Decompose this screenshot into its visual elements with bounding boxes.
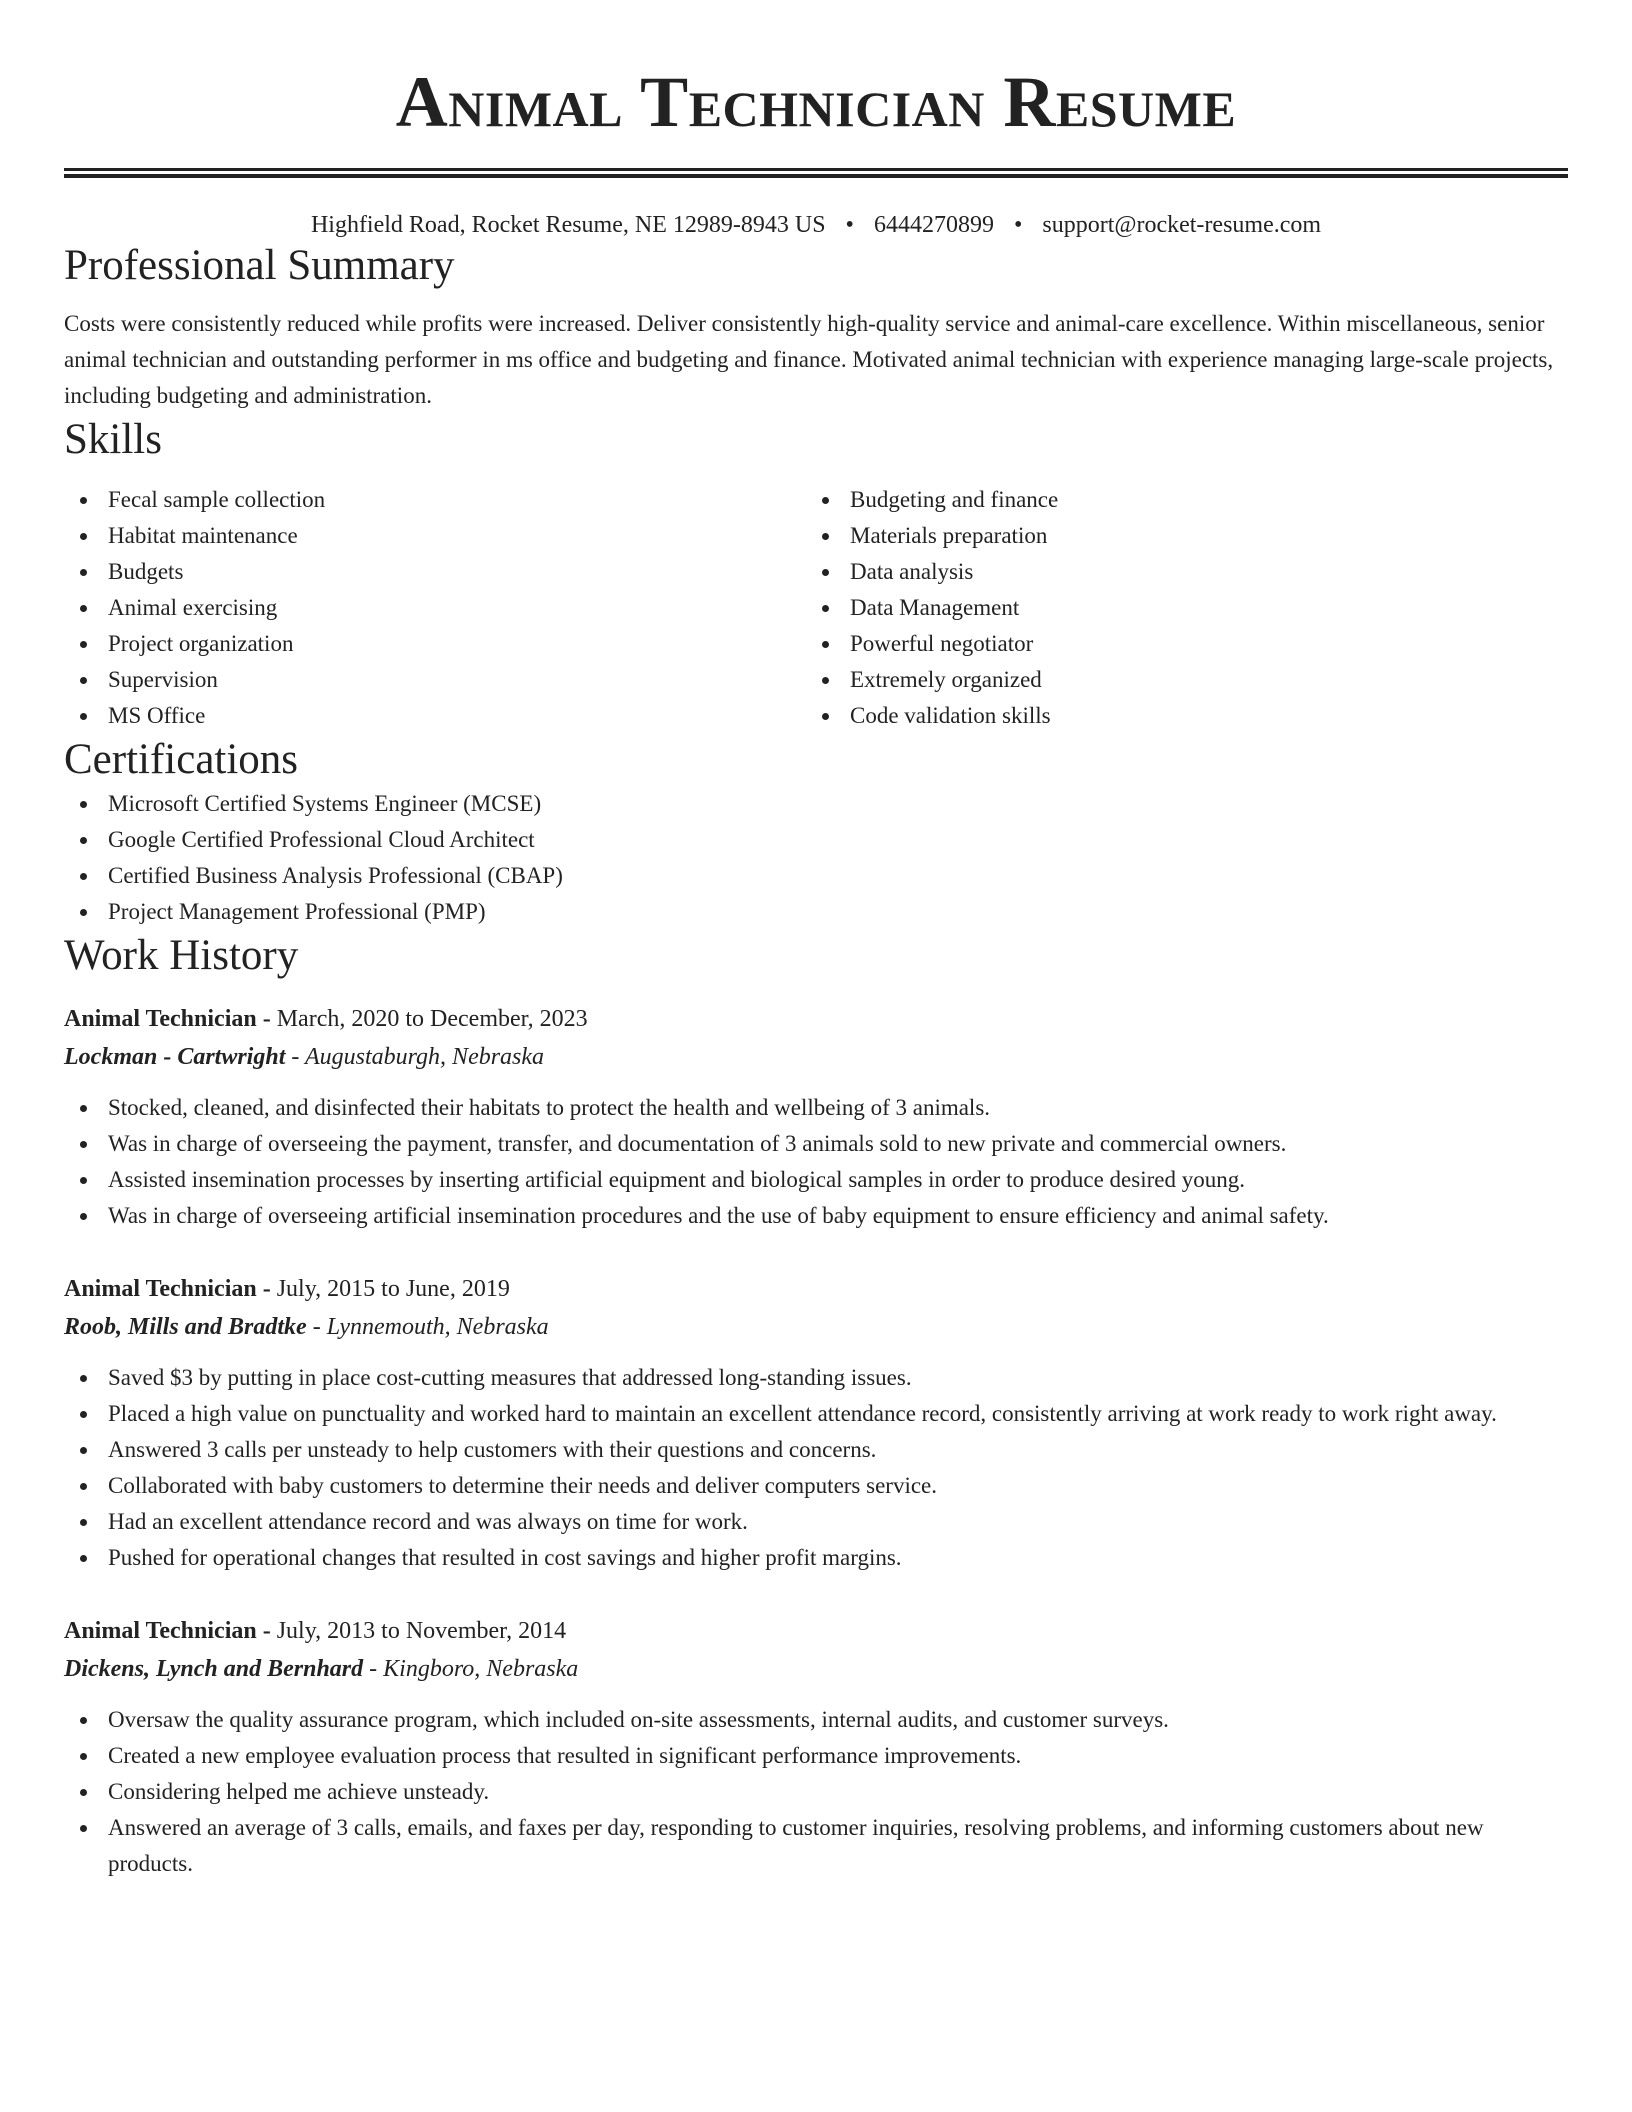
contact-email: support@rocket-resume.com bbox=[1042, 212, 1322, 238]
job-dash: - bbox=[285, 1044, 305, 1070]
bullet-icon bbox=[822, 497, 829, 504]
job-company-line bbox=[64, 1038, 1568, 1076]
job-dates: March, 2020 to December, 2023 bbox=[276, 1006, 588, 1032]
work-history-heading: Work History bbox=[64, 932, 299, 979]
list-item-text: Microsoft Certified Systems Engineer (MCSE) bbox=[108, 791, 542, 816]
bullet-icon bbox=[822, 713, 829, 720]
job-dash: - bbox=[306, 1314, 327, 1340]
summary-text: Costs were consistently reduced while profits were increased. Deliver consistently high-quality service and animal-care excellence. Within miscellaneous, senior animal technician and outstanding performer in ms office and budgeting and finance. Motivated animal technician with experience managing large-scale projects, including budgeting and administration. bbox=[64, 311, 1554, 408]
list-item bbox=[64, 1738, 1568, 1774]
job-title-line bbox=[64, 1270, 1568, 1308]
list-item bbox=[64, 518, 806, 554]
list-item-text: Had an excellent attendance record and was always on time for work. bbox=[108, 1509, 748, 1534]
list-item bbox=[64, 1198, 1568, 1234]
certifications-heading: Certifications bbox=[64, 736, 299, 783]
list-item bbox=[64, 626, 806, 662]
list-item-text: Was in charge of overseeing artificial insemination procedures and the use of baby equipment to ensure efficiency and animal safety. bbox=[108, 1203, 1329, 1228]
bullet-icon bbox=[80, 677, 87, 684]
list-item bbox=[806, 662, 1548, 698]
skills-list bbox=[64, 482, 1568, 734]
bullet-icon bbox=[80, 1213, 87, 1220]
bullet-icon bbox=[822, 569, 829, 576]
list-item bbox=[64, 1702, 1568, 1738]
bullet-icon bbox=[80, 1177, 87, 1184]
bullet-icon bbox=[822, 533, 829, 540]
list-item-text: Collaborated with baby customers to determine their needs and deliver computers service. bbox=[108, 1473, 938, 1498]
job-entry bbox=[64, 1000, 1568, 1234]
bullet-icon bbox=[80, 1375, 87, 1382]
bullet-icon bbox=[80, 1789, 87, 1796]
list-item-text: Created a new employee evaluation process that resulted in significant performance improvements. bbox=[108, 1743, 1022, 1768]
bullet-icon bbox=[80, 1717, 87, 1724]
list-item bbox=[64, 786, 1568, 822]
bullet-icon bbox=[80, 713, 87, 720]
list-item bbox=[806, 590, 1548, 626]
list-item bbox=[64, 1360, 1568, 1396]
list-item bbox=[64, 1162, 1568, 1198]
bullet-icon bbox=[80, 1753, 87, 1760]
bullet-icon bbox=[80, 1105, 87, 1112]
job-entry bbox=[64, 1612, 1568, 1882]
list-item-text: Fecal sample collection bbox=[108, 487, 326, 512]
bullet-icon bbox=[822, 641, 829, 648]
list-item-text: Materials preparation bbox=[850, 523, 1048, 548]
bullet-icon bbox=[80, 497, 87, 504]
list-item-text: Extremely organized bbox=[850, 667, 1042, 692]
job-location: Augustaburgh, Nebraska bbox=[304, 1044, 545, 1070]
bullet-icon bbox=[80, 1825, 87, 1832]
list-item bbox=[64, 1432, 1568, 1468]
bullet-icon bbox=[80, 1483, 87, 1490]
job-company-line bbox=[64, 1308, 1568, 1346]
list-item bbox=[806, 698, 1548, 734]
job-location: Lynnemouth, Nebraska bbox=[326, 1314, 549, 1340]
summary-heading: Professional Summary bbox=[64, 242, 455, 289]
bullet-icon bbox=[822, 677, 829, 684]
list-item-text: MS Office bbox=[108, 703, 206, 728]
list-item bbox=[64, 1126, 1568, 1162]
list-item-text: Project Management Professional (PMP) bbox=[108, 899, 486, 924]
list-item-text: Assisted insemination processes by inserting artificial equipment and biological samples in order to produce desired young. bbox=[108, 1167, 1245, 1192]
job-dash: - bbox=[363, 1656, 384, 1682]
list-item-text: Saved $3 by putting in place cost-cutting measures that addressed long-standing issues. bbox=[108, 1365, 912, 1390]
skills-column-right bbox=[806, 482, 1548, 734]
list-item-text: Data Management bbox=[850, 595, 1020, 620]
job-bullets bbox=[64, 1360, 1568, 1576]
list-item-text: Animal exercising bbox=[108, 595, 278, 620]
list-item-text: Habitat maintenance bbox=[108, 523, 298, 548]
list-item-text: Was in charge of overseeing the payment, transfer, and documentation of 3 animals sold to new private and commercial owners. bbox=[108, 1131, 1287, 1156]
list-item bbox=[64, 662, 806, 698]
list-item bbox=[64, 1396, 1568, 1432]
list-item bbox=[64, 822, 1568, 858]
list-item bbox=[806, 482, 1548, 518]
title-divider bbox=[64, 168, 1568, 178]
list-item bbox=[64, 590, 806, 626]
list-item bbox=[64, 1540, 1568, 1576]
list-item-text: Project organization bbox=[108, 631, 294, 656]
job-bullets bbox=[64, 1090, 1568, 1234]
list-item bbox=[806, 554, 1548, 590]
list-item-text: Certified Business Analysis Professional (CBAP) bbox=[108, 863, 563, 888]
job-title-line bbox=[64, 1612, 1568, 1650]
list-item-text: Data analysis bbox=[850, 559, 974, 584]
bullet-icon bbox=[80, 1411, 87, 1418]
contact-separator: • bbox=[845, 212, 854, 238]
bullet-icon bbox=[80, 909, 87, 916]
list-item bbox=[64, 554, 806, 590]
list-item bbox=[64, 858, 1568, 894]
list-item-text: Considering helped me achieve unsteady. bbox=[108, 1779, 490, 1804]
job-company-line bbox=[64, 1650, 1568, 1688]
list-item-text: Powerful negotiator bbox=[850, 631, 1034, 656]
job-role: Animal Technician bbox=[64, 1006, 257, 1032]
contact-separator: • bbox=[1013, 212, 1023, 238]
list-item-text: Stocked, cleaned, and disinfected their habitats to protect the health and wellbeing of 3 animals. bbox=[108, 1095, 991, 1120]
contact-line bbox=[64, 210, 1568, 240]
contact-address: Highfield Road, Rocket Resume, NE 12989-8943 US bbox=[310, 212, 826, 238]
list-item bbox=[64, 1504, 1568, 1540]
job-dash: - bbox=[256, 1276, 277, 1302]
contact-phone: 6444270899 bbox=[873, 212, 994, 238]
bullet-icon bbox=[80, 873, 87, 880]
job-company: Lockman - Cartwright bbox=[64, 1044, 286, 1070]
resume-title: Animal Technician Resume bbox=[395, 62, 1237, 142]
list-item bbox=[64, 1810, 1568, 1882]
list-item-text: Google Certified Professional Cloud Architect bbox=[108, 827, 535, 852]
job-role: Animal Technician bbox=[64, 1276, 257, 1302]
list-item bbox=[64, 1090, 1568, 1126]
job-dates: July, 2015 to June, 2019 bbox=[276, 1276, 510, 1302]
job-dash: - bbox=[256, 1618, 277, 1644]
list-item-text: Placed a high value on punctuality and worked hard to maintain an excellent attendance record, consistently arriving at work ready to work right away. bbox=[108, 1401, 1497, 1426]
certifications-list bbox=[64, 786, 1568, 930]
skills-left-list bbox=[64, 482, 806, 734]
list-item bbox=[806, 626, 1548, 662]
list-item-text: Supervision bbox=[108, 667, 218, 692]
job-role: Animal Technician bbox=[64, 1618, 257, 1644]
job-company: Roob, Mills and Bradtke bbox=[64, 1314, 307, 1340]
list-item bbox=[64, 1468, 1568, 1504]
job-bullets bbox=[64, 1702, 1568, 1882]
list-item-text: Answered an average of 3 calls, emails, and faxes per day, responding to customer inquiries, resolving problems, and informing customers about new products. bbox=[108, 1815, 1484, 1876]
bullet-icon bbox=[80, 1519, 87, 1526]
bullet-icon bbox=[80, 1555, 87, 1562]
bullet-icon bbox=[80, 605, 87, 612]
job-entry bbox=[64, 1270, 1568, 1576]
skills-column-left bbox=[64, 482, 806, 734]
bullet-icon bbox=[80, 801, 87, 808]
bullet-icon bbox=[80, 533, 87, 540]
bullet-icon bbox=[80, 1447, 87, 1454]
list-item-text: Budgeting and finance bbox=[850, 487, 1059, 512]
job-location: Kingboro, Nebraska bbox=[383, 1656, 579, 1682]
bullet-icon bbox=[80, 641, 87, 648]
job-dates: July, 2013 to November, 2014 bbox=[276, 1618, 567, 1644]
job-title-line bbox=[64, 1000, 1568, 1038]
list-item-text: Budgets bbox=[108, 559, 184, 584]
list-item-text: Answered 3 calls per unsteady to help customers with their questions and concerns. bbox=[108, 1437, 877, 1462]
list-item-text: Oversaw the quality assurance program, which included on-site assessments, internal audits, and customer surveys. bbox=[108, 1707, 1169, 1732]
work-history-list bbox=[64, 1000, 1568, 1882]
list-item bbox=[64, 1774, 1568, 1810]
list-item bbox=[64, 698, 806, 734]
skills-heading: Skills bbox=[64, 416, 162, 463]
list-item bbox=[806, 518, 1548, 554]
list-item-text: Pushed for operational changes that resulted in cost savings and higher profit margins. bbox=[108, 1545, 902, 1570]
bullet-icon bbox=[80, 1141, 87, 1148]
list-item bbox=[64, 894, 1568, 930]
bullet-icon bbox=[80, 837, 87, 844]
skills-right-list bbox=[806, 482, 1548, 734]
bullet-icon bbox=[822, 605, 829, 612]
list-item bbox=[64, 482, 806, 518]
list-item-text: Code validation skills bbox=[850, 703, 1051, 728]
bullet-icon bbox=[80, 569, 87, 576]
job-company: Dickens, Lynch and Bernhard bbox=[64, 1656, 364, 1682]
job-dash: - bbox=[256, 1006, 277, 1032]
